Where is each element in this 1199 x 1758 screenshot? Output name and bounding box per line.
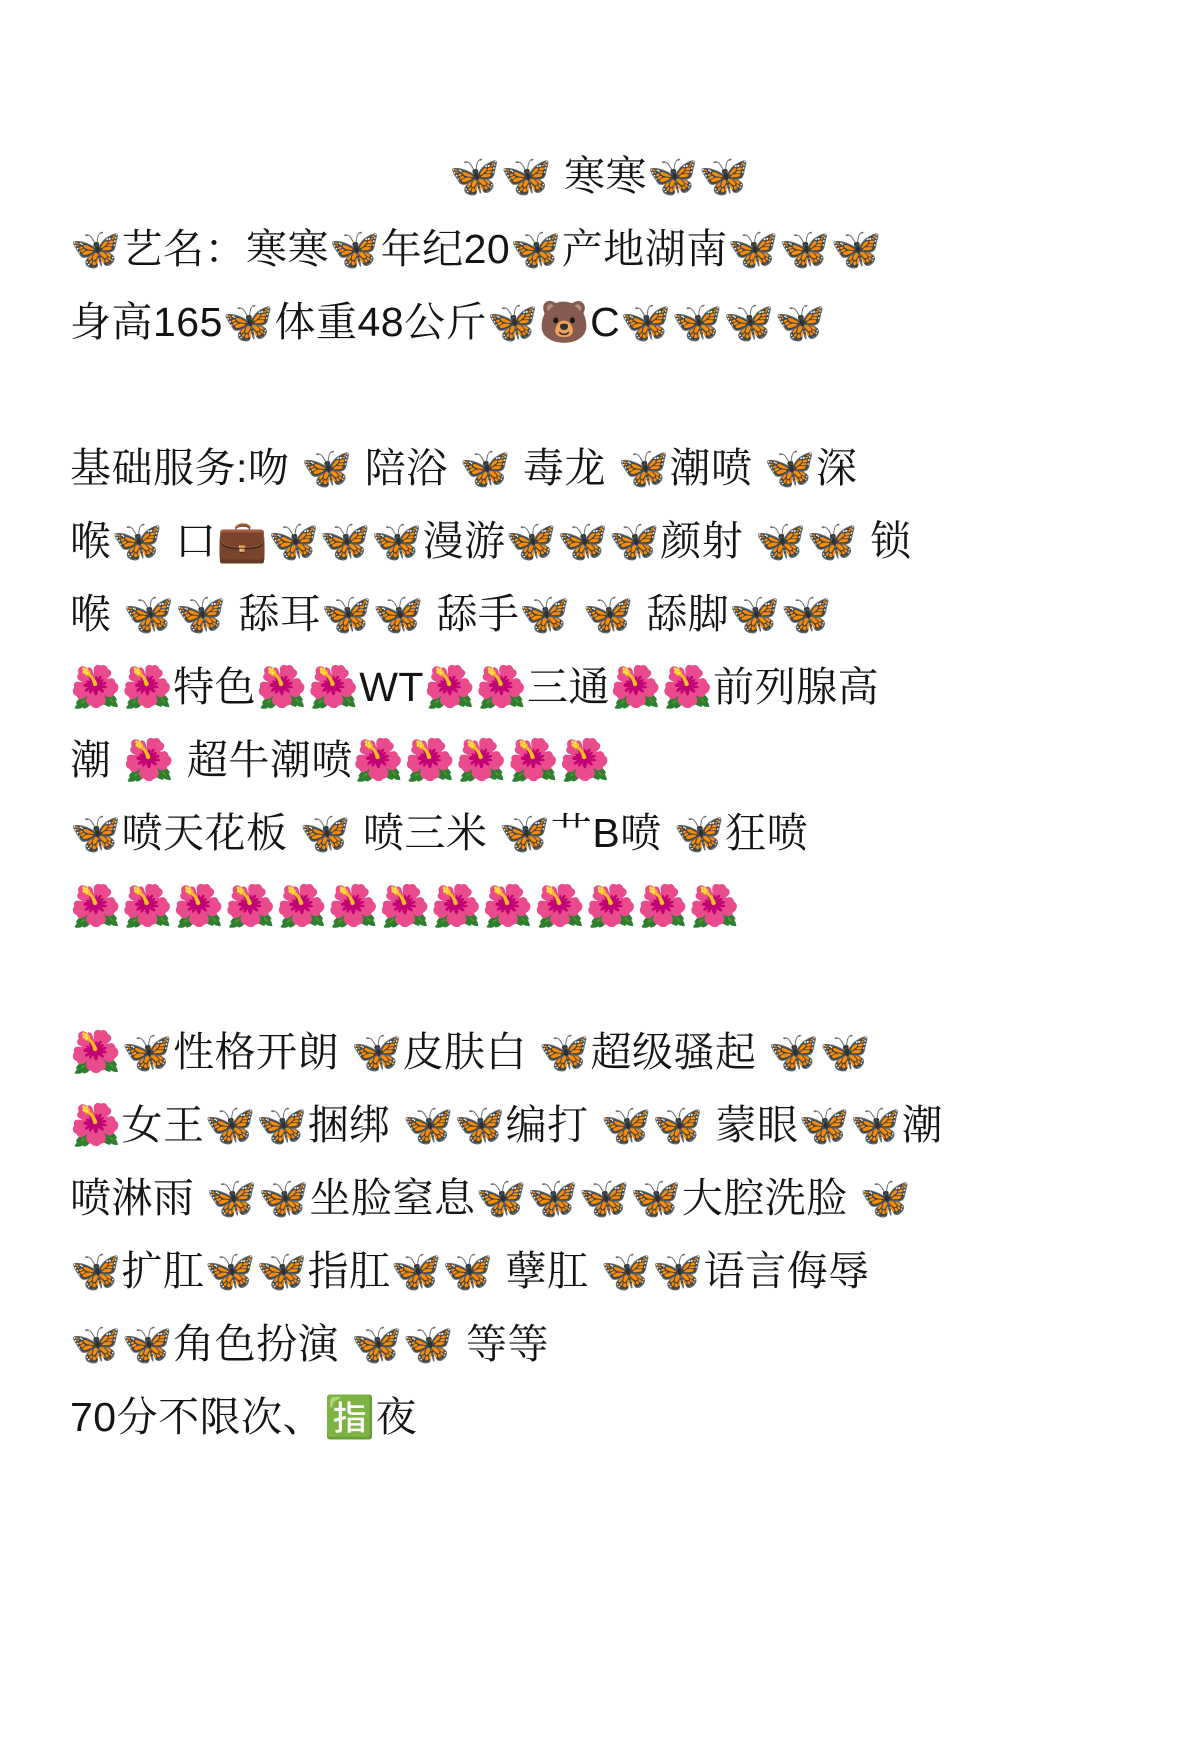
personality-line-1: 🌺🦋性格开朗 🦋皮肤白 🦋超级骚起 🦋🦋 bbox=[70, 1029, 872, 1075]
basic-service-line-4: 🌺🌺特色🌺🌺WT🌺🌺三通🌺🌺前列腺高 bbox=[70, 664, 880, 710]
basic-service-line-2: 喉🦋 口💼🦋🦋🦋漫游🦋🦋🦋颜射 🦋🦋 锁 bbox=[70, 518, 912, 564]
personality-line-3: 喷淋雨 🦋🦋坐脸窒息🦋🦋🦋🦋大腔洗脸 🦋 bbox=[70, 1175, 912, 1221]
section-gap-2 bbox=[70, 943, 1129, 1016]
basic-service-line-5: 潮 🌺 超牛潮喷🌺🌺🌺🌺🌺 bbox=[70, 737, 611, 783]
personality-line-5: 🦋🦋角色扮演 🦋🦋 等等 bbox=[70, 1321, 549, 1367]
document-title: 🦋🦋 寒寒🦋🦋 bbox=[448, 153, 751, 199]
personality-line-2: 🌺女王🦋🦋捆绑 🦋🦋编打 🦋🦋 蒙眼🦋🦋潮 bbox=[70, 1102, 944, 1148]
personality-line-4: 🦋扩肛🦋🦋指肛🦋🦋 孽肛 🦋🦋语言侮辱 bbox=[70, 1248, 870, 1294]
profile-line-1: 🦋艺名：寒寒🦋年纪20🦋产地湖南🦋🦋🦋 bbox=[70, 226, 883, 272]
basic-service-line-1: 基础服务:吻 🦋 陪浴 🦋 毒龙 🦋潮喷 🦋深 bbox=[70, 445, 858, 491]
profile-line-2: 身高165🦋体重48公斤🦋🐻C🦋🦋🦋🦋 bbox=[70, 299, 827, 345]
pricing-line: 70分不限次、🈯夜 bbox=[70, 1394, 418, 1440]
section-gap-1 bbox=[70, 359, 1129, 432]
basic-service-line-7: 🌺🌺🌺🌺🌺🌺🌺🌺🌺🌺🌺🌺🌺 bbox=[70, 883, 741, 929]
basic-service-line-3: 喉 🦋🦋 舔耳🦋🦋 舔手🦋 🦋 舔脚🦋🦋 bbox=[70, 591, 833, 637]
basic-service-line-6: 🦋喷天花板 🦋 喷三米 🦋艹B喷 🦋狂喷 bbox=[70, 810, 809, 856]
